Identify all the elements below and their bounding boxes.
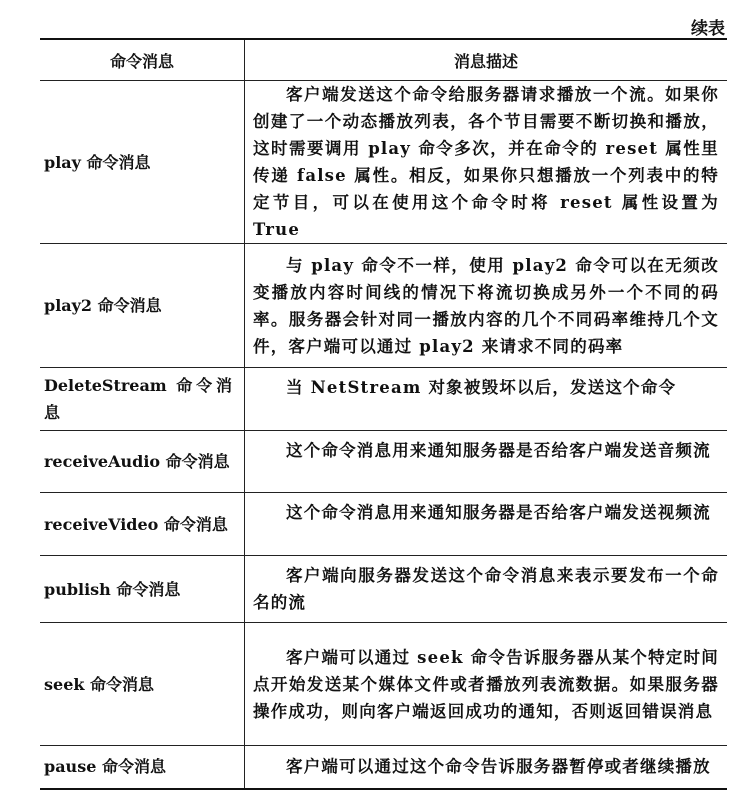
command-description: 当 NetStream 对象被毁坏以后，发送这个命令 bbox=[245, 368, 728, 431]
command-name: play2 命令消息 bbox=[40, 244, 245, 368]
continued-label: 续表 bbox=[691, 19, 725, 39]
command-description: 这个命令消息用来通知服务器是否给客户端发送音频流 bbox=[245, 431, 728, 493]
table-row bbox=[40, 244, 727, 368]
table-row bbox=[40, 368, 727, 431]
command-name: publish 命令消息 bbox=[40, 556, 245, 623]
table-row bbox=[40, 493, 727, 556]
header-description: 消息描述 bbox=[245, 39, 728, 81]
table-row bbox=[40, 623, 727, 746]
table-row bbox=[40, 431, 727, 493]
command-name: DeleteStream 命令消息 bbox=[40, 368, 245, 431]
table-row bbox=[40, 746, 727, 789]
command-name: pause 命令消息 bbox=[40, 746, 245, 789]
command-name: receiveAudio 命令消息 bbox=[40, 431, 245, 493]
command-description: 客户端可以通过 seek 命令告诉服务器从某个特定时间点开始发送某个媒体文件或者播放列表流数据。如果服务器操作成功，则向客户端返回成功的通知，否则返回错误消息 bbox=[245, 623, 728, 746]
header-command: 命令消息 bbox=[40, 39, 245, 81]
command-name: seek 命令消息 bbox=[40, 623, 245, 746]
command-description: 客户端发送这个命令给服务器请求播放一个流。如果你创建了一个动态播放列表，各个节目需要不断切换和播放，这时需要调用 play 命令多次，并在命令的 reset 属性里传递 false 属性。相反，如果你只想播放一个列表中的特定节目，可以在使用这个命令时将 reset 属性设置为 True bbox=[245, 81, 728, 244]
command-table bbox=[40, 38, 727, 790]
command-description: 客户端可以通过这个命令告诉服务器暂停或者继续播放 bbox=[245, 746, 728, 789]
command-name: receiveVideo 命令消息 bbox=[40, 493, 245, 556]
command-description: 这个命令消息用来通知服务器是否给客户端发送视频流 bbox=[245, 493, 728, 556]
table-header bbox=[40, 39, 727, 81]
command-description: 与 play 命令不一样，使用 play2 命令可以在无须改变播放内容时间线的情况下将流切换成另外一个不同的码率。服务器会针对同一播放内容的几个不同码率维持几个文件，客户端可以通过 play2 来请求不同的码率 bbox=[245, 244, 728, 368]
table-row bbox=[40, 81, 727, 244]
table-row bbox=[40, 556, 727, 623]
command-description: 客户端向服务器发送这个命令消息来表示要发布一个命名的流 bbox=[245, 556, 728, 623]
command-name: play 命令消息 bbox=[40, 81, 245, 244]
